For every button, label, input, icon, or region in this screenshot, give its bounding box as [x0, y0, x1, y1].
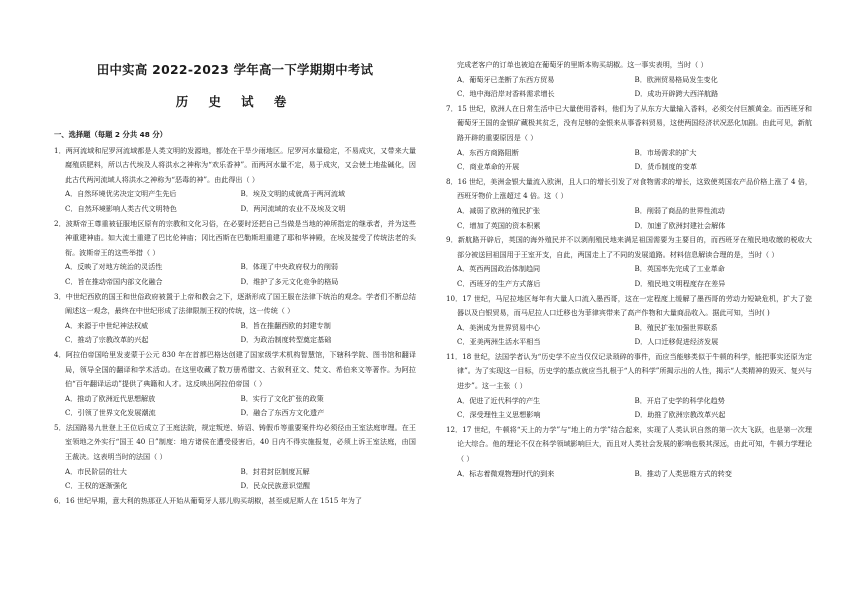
right-question-list: [446, 58, 812, 481]
question-item: [446, 350, 812, 423]
option-b: B．市场需求的扩大: [634, 147, 697, 157]
question-stem: 完成老客户的订单也被迫在葡萄牙的里斯本购买胡椒。这一事实表明，当时（ ）: [457, 60, 708, 69]
question-item: [54, 348, 416, 421]
option-a: A．反映了对地方统治的灵活性: [65, 262, 163, 272]
option-b: B．封君封臣制度瓦解: [240, 466, 310, 476]
right-column: [446, 58, 812, 481]
option-a: A．美洲成为世界贸易中心: [457, 322, 541, 332]
exam-subtitle: 历 史 试 卷: [175, 94, 295, 109]
option-c: C．王权的逐渐强化: [65, 481, 128, 491]
option-a: A．来源于中世纪神法权威: [65, 320, 149, 330]
option-d: D．人口迁移促进经济发展: [634, 337, 719, 347]
section-heading: 一、选择题（每题 2 分共 48 分）: [54, 130, 167, 139]
question-options: [54, 319, 416, 348]
question-options: [54, 187, 416, 216]
option-a: A．葡萄牙已垄断了东西方贸易: [457, 74, 555, 84]
question-options: [446, 204, 812, 233]
option-a: A．自然环境优劣决定文明产生先后: [65, 189, 177, 199]
option-b: B．旨在推翻西欧的封建专制: [240, 320, 331, 330]
question-stem: 7．15 世纪，欧洲人在日常生活中已大量使用香料，他们为了从东方大量输入香料，必须交付巨额黄金。而西班牙和葡萄牙王国的金银矿藏极其贫乏，没有足够的金银来从事香料贸易，这使两国经济状况恶化加剧。由此可见，新航路开辟的重要原因是（ ）: [446, 103, 812, 142]
question-item: [446, 102, 812, 175]
option-c: C．自然环境影响人类古代文明特色: [65, 203, 177, 213]
option-c: C．地中海沿岸对香料需求增长: [457, 89, 555, 99]
question-stem: 6．16 世纪早期，意大利的热那亚人开始从葡萄牙人那儿购买胡椒，甚至威尼斯人在 1515 年为了: [54, 495, 362, 505]
option-a: A．市民阶层的壮大: [65, 466, 127, 476]
question-options: [54, 392, 416, 421]
option-b: B．削弱了商品的世界性流动: [634, 205, 725, 215]
question-item: [446, 292, 812, 350]
question-stem: 4．阿拉伯帝国哈里发麦蒙于公元 830 年在首都巴格达创建了国家级学术机构智慧馆，下辖科学院、图书馆和翻译局，领导全国的翻译和学术活动。在这里收藏了数万册希腊文、古叙利亚文、梵文、希伯来文等著作。为阿拉伯“百年翻译运动”提供了典籍和人才。这反映出阿拉伯帝国（ ）: [54, 349, 416, 389]
option-c: C．旨在推动帝国内部文化融合: [65, 276, 163, 286]
question-stem: 8．16 世纪，美洲金银大量流入欧洲，且人口的增长引发了对食物需求的增长，这致使英国农产品价格上涨了 4 倍，西班牙物价上涨超过 4 倍。这（ ）: [446, 176, 812, 201]
option-a: A．减弱了欧洲的殖民扩张: [457, 205, 541, 215]
question-stem: 10．17 世纪，马尼拉地区每年有大量人口流入墨西哥，这在一定程度上缓解了墨西哥的劳动力短缺危机，扩大了瓷器以及白银贸易，而马尼拉人口迁移也为菲律宾带来了高产作物和大量商品收入。据此可知，当时( ): [446, 293, 812, 318]
option-b: B．体现了中央政府权力的削弱: [240, 262, 338, 272]
option-d: D．两河流域的农业不及埃及文明: [240, 203, 346, 213]
option-d: D．加速了欧洲封建社会解体: [634, 220, 726, 230]
option-c: C．商业革命的开展: [457, 162, 520, 172]
option-c: C．推动了宗教改革的兴起: [65, 335, 149, 345]
option-a: A．东西方商路阻断: [457, 147, 519, 157]
option-b: B．英国率先完成了工业革命: [634, 264, 725, 274]
option-b: B．埃及文明的成就高于两河流域: [240, 189, 346, 199]
question-item: [446, 175, 812, 233]
option-d: D．融合了东西方文化遗产: [240, 408, 325, 418]
question-item: [54, 494, 416, 509]
question-options: [54, 260, 416, 289]
question-stem: 1．两河流域和尼罗河流域都是人类文明的发源地，都处在干旱少雨地区。尼罗河水量稳定，不易成灾，又带来大量腐殖质肥料，所以古代埃及人将洪水之神称为“欢乐香神”。而两河水量不定，易于成灾，又会使土地盐碱化，因此古代两河流域人将洪水之神称为“恶毒的神”。由此得出（ ）: [54, 145, 416, 184]
question-options: [446, 321, 812, 350]
question-options: [446, 73, 812, 102]
option-d: D．民众民族意识觉醒: [240, 481, 311, 491]
question-item: [54, 217, 416, 290]
question-item: [446, 233, 812, 291]
option-a: A．标志着微观物理时代的到来: [457, 468, 555, 478]
option-c: C．引领了世界文化发展潮流: [65, 408, 156, 418]
option-d: D．为政治制度转型奠定基础: [240, 335, 332, 345]
question-item: [54, 290, 416, 348]
question-stem: 3．中世纪西欧的国王和世俗政府被置于上帝和教会之下，逐渐形成了国王服在法律下统治的观念。学者们不断总结阐述这一观念，最终在中世纪形成了法律限制王权的传统，这一传统（ ）: [54, 291, 416, 316]
left-question-list: [54, 144, 416, 509]
question-options: [446, 394, 812, 423]
option-b: B．开启了史学的科学化趋势: [634, 395, 725, 405]
question-options: [54, 465, 416, 494]
question-stem: 9．新航路开辟后，英国的海外殖民并不以剥削殖民地来满足祖国需要为主要目的，而西班牙在殖民地收缴的税收大部分被送回祖国用于王室开支，自此，两国走上了不同的发展道路。材料信息解读合理的是，当时（ ）: [446, 235, 812, 259]
option-a: A．英西两国政治体制趋同: [457, 264, 541, 274]
question-item: [446, 58, 812, 102]
question-options: [446, 262, 812, 291]
option-d: D．成功开辟跨大西洋航路: [634, 89, 719, 99]
question-options: [446, 146, 812, 175]
question-stem: 12．17 世纪，牛顿将“天上的力学”与“地上的力学”结合起来，实现了人类认识自然的第一次大飞跃，也是第一次理论大综合。他的理论不仅在科学领域影响巨大，而且对人类社会发展的影响也极其深远，由此可知，牛顿力学理论（ ）: [446, 424, 812, 464]
question-stem: 11．18 世纪，法国学者认为“历史学不应当仅仅记录琐碎的事件，而应当能够类似于牛顿的科学，能把事实还原为定律”。为了实现这一目标，历史学的基点就应当扎根于“人的科学”所揭示出的人性，揭示“人类精神的毁灭、复兴与进步”。这一主张（ ）: [446, 351, 813, 391]
question-options: [446, 467, 812, 482]
option-b: B．推动了人类思维方式的转变: [634, 468, 732, 478]
option-b: B．实行了文化扩张的政策: [240, 393, 324, 403]
option-b: B．殖民扩张加强世界联系: [634, 322, 718, 332]
option-a: A．推动了欧洲近代思想解放: [65, 393, 156, 403]
option-c: C．增加了英国的资本积累: [457, 220, 541, 230]
option-d: D．殖民地文明程度存在差异: [634, 278, 726, 288]
option-d: D．助推了欧洲宗教改革兴起: [634, 410, 726, 420]
option-c: C．西班牙的生产方式落后: [457, 278, 541, 288]
question-stem: 5．法国路易九世登上王位后成立了王庭法院，规定叛逆、矫诏、铸假币等重要案件均必须径由王室法庭审理。在王室领地之外实行“国王 40 日”制度：地方诸侯在遭受侵害后，40 日内不得实施报复，必须上诉王室法庭，由国王裁决。这表明当时的法国（ ）: [54, 422, 416, 462]
option-b: B．欧洲贸易格局发生变化: [634, 74, 718, 84]
option-d: D．货币制度的变革: [634, 162, 697, 172]
left-column: [54, 128, 416, 508]
option-c: C．亚美两洲生活水平相当: [457, 337, 541, 347]
option-a: A．促进了近代科学的产生: [457, 395, 541, 405]
option-c: C．深受理性主义思想影响: [457, 410, 541, 420]
question-stem: 2．波斯帝王尊重被征服地区原有的宗教和文化习俗，在必要时还把自己当做是当地的神所指定的继承者，并为这些神重建神庙。如大流士重建了巴比伦神庙；冈比西斯在巴勒斯坦重建了耶和华神殿，在埃及接受了传统法老的头衔。波斯帝王的这些举措（ ）: [54, 218, 416, 257]
question-item: [54, 421, 416, 494]
exam-title: 田中实高 2022-2023 学年高一下学期期中考试: [96, 62, 374, 77]
question-item: [446, 423, 812, 481]
question-item: [54, 144, 416, 217]
option-d: D．维护了多元文化竞争的格局: [240, 276, 339, 286]
